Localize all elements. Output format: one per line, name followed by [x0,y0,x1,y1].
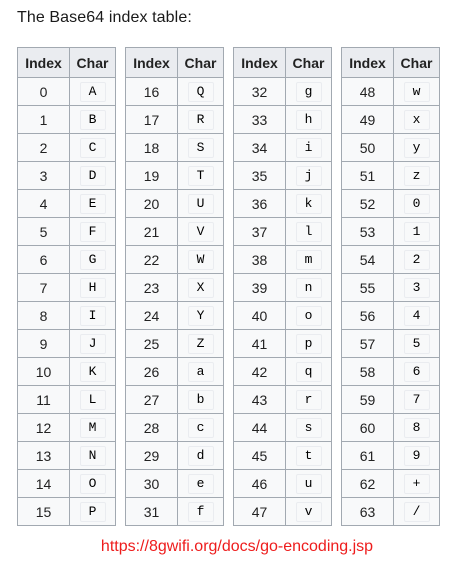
header-row [342,48,440,78]
char-cell [394,442,440,470]
char-cell [178,162,224,190]
table-row [126,134,224,162]
char-cell [178,190,224,218]
char-cell [286,218,332,246]
index-cell: 14 [18,470,70,498]
char-cell [286,302,332,330]
table-row [18,274,116,302]
index-column-header[interactable]: Index [342,48,394,78]
char-cell [394,302,440,330]
char-cell [178,274,224,302]
char-code: d [188,446,214,466]
char-cell [178,134,224,162]
table-row [126,218,224,246]
char-cell [394,246,440,274]
char-cell [70,386,116,414]
index-cell: 25 [126,330,178,358]
table-row [234,78,332,106]
char-code: 6 [404,362,430,382]
char-code: R [188,110,214,130]
char-code: t [296,446,322,466]
char-code: X [188,278,214,298]
index-cell: 26 [126,358,178,386]
char-code: f [188,502,214,522]
char-cell [286,106,332,134]
char-cell [286,246,332,274]
table-row [18,78,116,106]
index-cell: 61 [342,442,394,470]
char-cell [394,218,440,246]
index-cell: 27 [126,386,178,414]
index-cell: 21 [126,218,178,246]
index-table-1 [17,47,116,526]
table-row [342,498,440,526]
char-code: e [188,474,214,494]
header-row [18,48,116,78]
index-cell: 29 [126,442,178,470]
table-row [234,414,332,442]
index-table-3 [233,47,332,526]
index-table-2 [125,47,224,526]
char-cell [286,274,332,302]
char-cell [70,442,116,470]
table-row [126,190,224,218]
char-code: / [404,502,430,522]
index-cell: 0 [18,78,70,106]
table-row [342,414,440,442]
index-cell: 17 [126,106,178,134]
char-code: w [404,82,430,102]
char-code: A [80,82,106,102]
page-heading: The Base64 index table: [17,9,192,26]
table-row [18,190,116,218]
header-row [126,48,224,78]
index-cell: 10 [18,358,70,386]
char-code: E [80,194,106,214]
index-cell: 16 [126,78,178,106]
table-row [18,442,116,470]
char-code: p [296,334,322,354]
index-column-header[interactable]: Index [18,48,70,78]
char-code: 4 [404,306,430,326]
char-cell [286,78,332,106]
table-row [126,106,224,134]
index-cell: 58 [342,358,394,386]
char-code: O [80,474,106,494]
table-row [18,330,116,358]
table-row [234,442,332,470]
table-row [126,414,224,442]
table-row [342,330,440,358]
table-row [342,190,440,218]
table-row [126,246,224,274]
index-cell: 4 [18,190,70,218]
char-code: G [80,250,106,270]
char-code: K [80,362,106,382]
char-code: U [188,194,214,214]
table-row [234,498,332,526]
index-cell: 5 [18,218,70,246]
char-cell [286,134,332,162]
char-code: j [296,166,322,186]
table-row [342,274,440,302]
table-row [342,358,440,386]
char-code: h [296,110,322,130]
char-cell [178,414,224,442]
char-code: V [188,222,214,242]
char-cell [394,274,440,302]
index-cell: 11 [18,386,70,414]
char-cell [70,498,116,526]
table-row [126,330,224,358]
char-code: 2 [404,250,430,270]
index-cell: 9 [18,330,70,358]
table-row [18,358,116,386]
index-cell: 47 [234,498,286,526]
index-cell: 49 [342,106,394,134]
char-cell [286,190,332,218]
char-cell [394,358,440,386]
table-row [18,498,116,526]
index-cell: 48 [342,78,394,106]
index-cell: 2 [18,134,70,162]
char-code: Z [188,334,214,354]
table-row [234,274,332,302]
table-row [18,106,116,134]
table-row [126,498,224,526]
table-row [18,162,116,190]
char-cell [394,190,440,218]
index-cell: 28 [126,414,178,442]
index-cell: 45 [234,442,286,470]
char-cell [178,358,224,386]
table-row [126,274,224,302]
table-row [234,134,332,162]
index-cell: 22 [126,246,178,274]
char-code: g [296,82,322,102]
char-cell [70,190,116,218]
char-code: 3 [404,278,430,298]
table-row [234,190,332,218]
index-cell: 52 [342,190,394,218]
index-cell: 46 [234,470,286,498]
index-cell: 33 [234,106,286,134]
char-cell [178,246,224,274]
index-cell: 42 [234,358,286,386]
char-code: 8 [404,418,430,438]
char-cell [286,442,332,470]
index-cell: 35 [234,162,286,190]
table-row [234,162,332,190]
index-cell: 18 [126,134,178,162]
char-column-header[interactable]: Char [70,48,116,78]
index-cell: 60 [342,414,394,442]
char-code: + [404,474,430,494]
index-cell: 38 [234,246,286,274]
table-row [18,302,116,330]
char-code: z [404,166,430,186]
index-cell: 62 [342,470,394,498]
char-cell [178,470,224,498]
char-cell [70,470,116,498]
char-cell [178,330,224,358]
table-row [18,246,116,274]
char-code: Q [188,82,214,102]
char-cell [178,302,224,330]
table-row [234,106,332,134]
char-cell [286,498,332,526]
char-cell [286,330,332,358]
char-code: r [296,390,322,410]
char-cell [70,330,116,358]
char-code: i [296,138,322,158]
char-code: N [80,446,106,466]
char-code: q [296,362,322,382]
char-code: 5 [404,334,430,354]
index-cell: 36 [234,190,286,218]
table-row [126,470,224,498]
char-code: u [296,474,322,494]
index-cell: 23 [126,274,178,302]
char-code: D [80,166,106,186]
table-row [126,302,224,330]
index-cell: 43 [234,386,286,414]
char-code: Y [188,306,214,326]
table-row [234,330,332,358]
index-cell: 24 [126,302,178,330]
char-cell [70,302,116,330]
char-code: 1 [404,222,430,242]
index-cell: 54 [342,246,394,274]
table-row [234,470,332,498]
char-column-header[interactable]: Char [286,48,332,78]
base64-tables [17,47,440,526]
char-code: P [80,502,106,522]
table-row [234,358,332,386]
char-cell [70,274,116,302]
char-code: m [296,250,322,270]
char-cell [286,470,332,498]
char-cell [394,78,440,106]
char-cell [70,106,116,134]
char-code: B [80,110,106,130]
index-cell: 59 [342,386,394,414]
char-code: c [188,418,214,438]
char-code: M [80,418,106,438]
char-cell [286,162,332,190]
table-row [342,218,440,246]
table-row [18,386,116,414]
index-cell: 53 [342,218,394,246]
table-row [234,302,332,330]
char-code: W [188,250,214,270]
header-row [234,48,332,78]
char-cell [70,162,116,190]
char-cell [70,78,116,106]
index-cell: 40 [234,302,286,330]
table-row [342,134,440,162]
char-code: v [296,502,322,522]
index-column-header[interactable]: Index [234,48,286,78]
table-row [234,246,332,274]
table-row [342,246,440,274]
table-row [342,302,440,330]
table-row [126,78,224,106]
char-cell [394,414,440,442]
table-row [126,162,224,190]
char-cell [70,414,116,442]
table-row [342,386,440,414]
char-column-header[interactable]: Char [394,48,440,78]
table-row [234,218,332,246]
char-code: n [296,278,322,298]
char-code: J [80,334,106,354]
table-row [18,134,116,162]
index-cell: 51 [342,162,394,190]
index-cell: 31 [126,498,178,526]
index-cell: 32 [234,78,286,106]
table-row [18,218,116,246]
index-cell: 55 [342,274,394,302]
char-code: b [188,390,214,410]
char-cell [178,442,224,470]
index-cell: 15 [18,498,70,526]
index-cell: 7 [18,274,70,302]
char-cell [70,134,116,162]
char-code: F [80,222,106,242]
index-cell: 44 [234,414,286,442]
char-cell [394,134,440,162]
index-cell: 20 [126,190,178,218]
table-row [18,470,116,498]
index-cell: 12 [18,414,70,442]
char-code: o [296,306,322,326]
char-code: a [188,362,214,382]
index-cell: 1 [18,106,70,134]
char-code: C [80,138,106,158]
index-column-header[interactable]: Index [126,48,178,78]
index-cell: 56 [342,302,394,330]
index-cell: 63 [342,498,394,526]
table-row [342,78,440,106]
char-cell [394,106,440,134]
index-cell: 37 [234,218,286,246]
char-cell [394,386,440,414]
char-code: s [296,418,322,438]
char-cell [286,414,332,442]
char-code: L [80,390,106,410]
table-row [126,358,224,386]
char-code: 0 [404,194,430,214]
char-cell [70,218,116,246]
char-column-header[interactable]: Char [178,48,224,78]
index-cell: 6 [18,246,70,274]
table-row [342,106,440,134]
table-row [234,386,332,414]
index-cell: 41 [234,330,286,358]
table-row [126,442,224,470]
index-cell: 34 [234,134,286,162]
char-cell [394,330,440,358]
index-cell: 50 [342,134,394,162]
char-code: x [404,110,430,130]
char-code: l [296,222,322,242]
table-row [18,414,116,442]
index-cell: 13 [18,442,70,470]
index-cell: 3 [18,162,70,190]
char-code: 9 [404,446,430,466]
char-code: I [80,306,106,326]
table-row [342,442,440,470]
char-cell [286,358,332,386]
index-cell: 19 [126,162,178,190]
char-code: S [188,138,214,158]
char-cell [178,106,224,134]
char-code: k [296,194,322,214]
char-cell [178,386,224,414]
index-cell: 8 [18,302,70,330]
char-cell [70,358,116,386]
index-cell: 30 [126,470,178,498]
char-cell [178,218,224,246]
table-row [342,162,440,190]
char-code: H [80,278,106,298]
char-cell [394,162,440,190]
index-cell: 57 [342,330,394,358]
index-table-4 [341,47,440,526]
table-row [342,470,440,498]
source-link[interactable]: https://8gwifi.org/docs/go-encoding.jsp [100,538,374,555]
char-cell [286,386,332,414]
char-cell [178,78,224,106]
char-code: T [188,166,214,186]
char-cell [394,498,440,526]
index-cell: 39 [234,274,286,302]
char-cell [394,470,440,498]
char-code: 7 [404,390,430,410]
table-row [126,386,224,414]
char-cell [178,498,224,526]
char-cell [70,246,116,274]
char-code: y [404,138,430,158]
